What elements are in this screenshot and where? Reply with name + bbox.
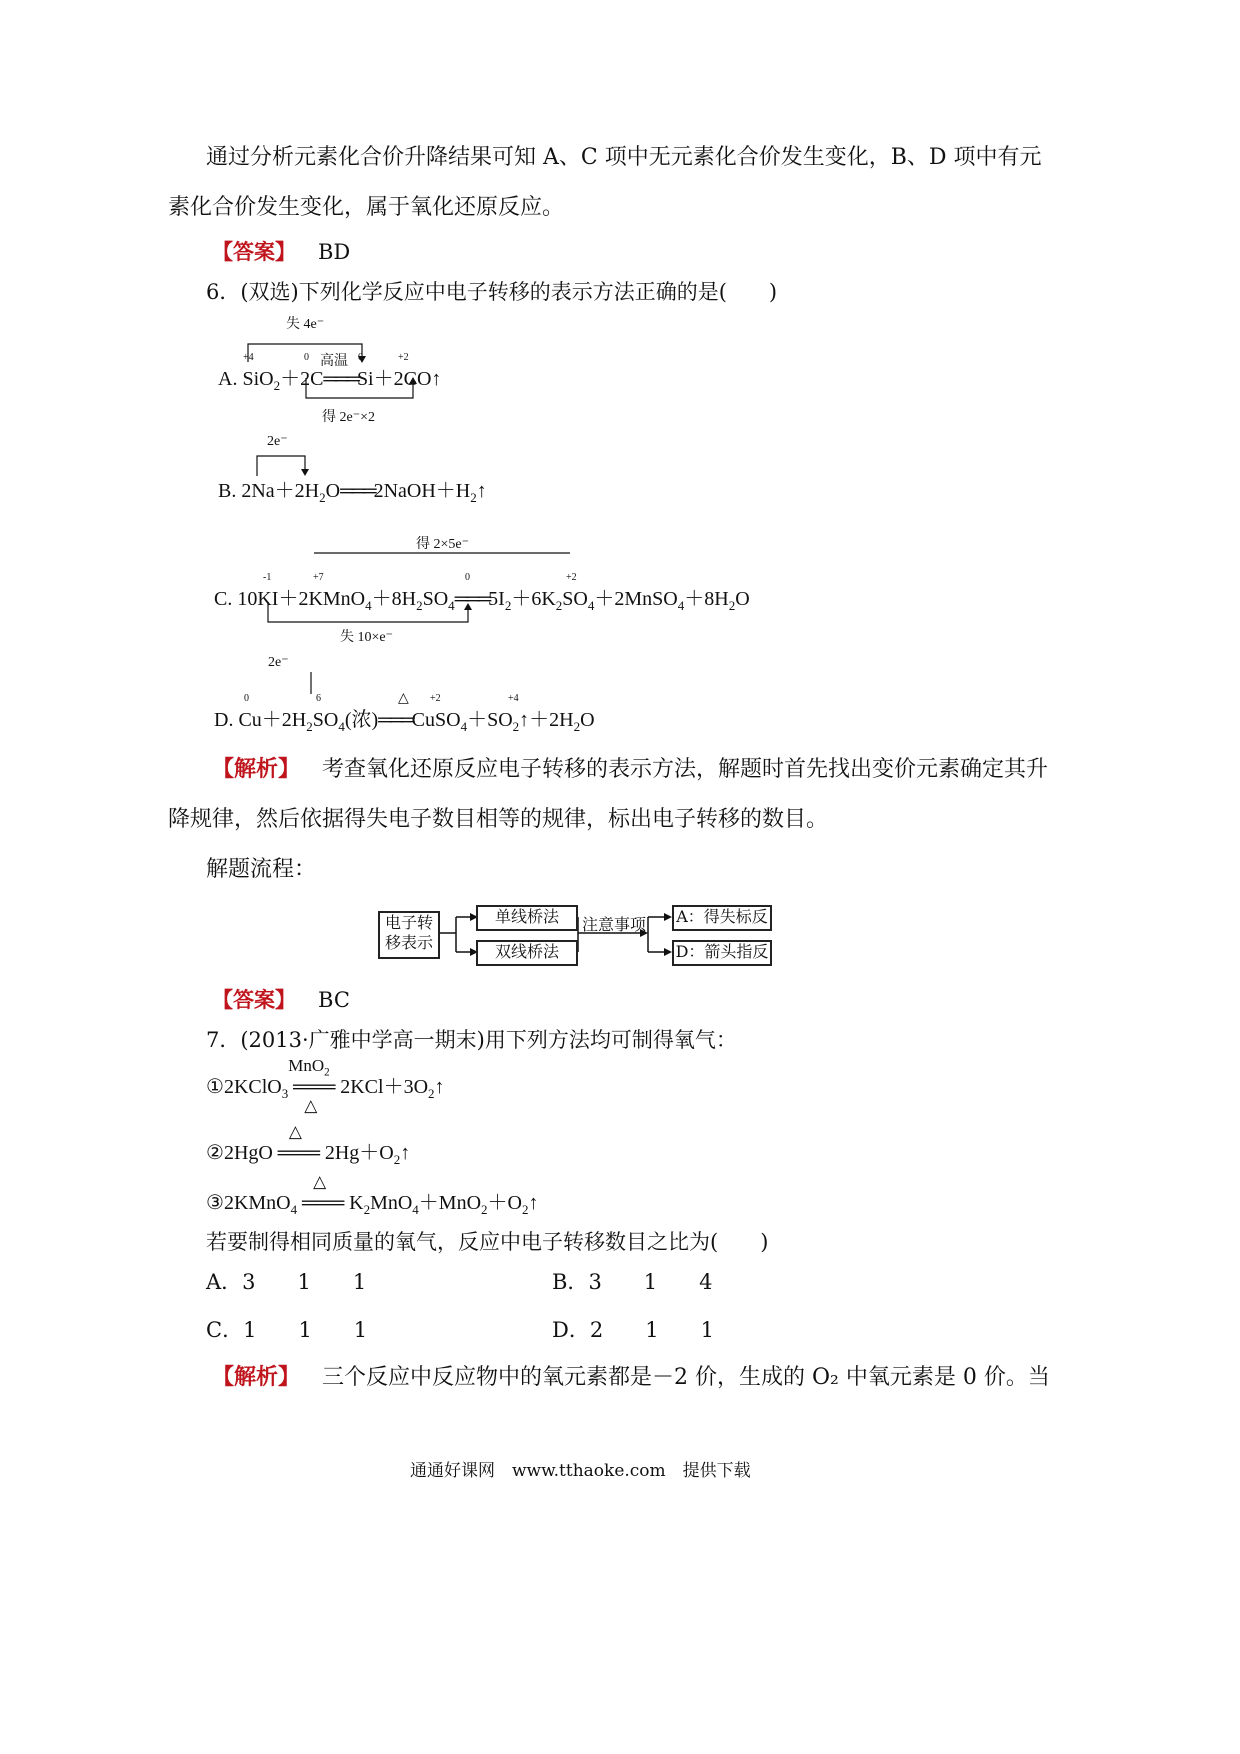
option-d	[552, 1314, 714, 1344]
option-b-label: B.	[218, 480, 242, 502]
option-values: 2 1 1	[589, 1318, 714, 1342]
option-d-condition: △	[398, 691, 409, 706]
option-values: 1 1 1	[243, 1318, 368, 1342]
option-c-label: C.	[214, 588, 238, 610]
reaction-2-number: ②	[206, 1142, 224, 1164]
option-d-equation: D. $Cu+2H_2SO_4$(浓)$═══CuSO_4+SO_2↑+2H_2O$	[214, 709, 595, 734]
option-d-ox-cu2: +2	[430, 693, 441, 704]
option-a-ox-si: +4	[243, 352, 254, 363]
option-c-equation: C. $10KI+2KMnO_4+8H_2SO_4═══5I_2+6K_2SO_4+2MnSO_4+8H_2O$	[214, 588, 750, 613]
option-label: B．	[552, 1270, 589, 1294]
option-c-gain-label: 得 2×5e⁻	[416, 537, 469, 552]
answer-tag: 【答案】	[212, 987, 296, 1012]
flow-start-line-2: 移表示	[384, 933, 433, 952]
option-a-ox-c2: +2	[398, 352, 409, 363]
answer-1	[212, 236, 350, 266]
option-b	[552, 1266, 713, 1296]
option-label: A．	[206, 1270, 243, 1294]
flow-option-a: A：得失标反	[672, 905, 772, 931]
reaction-1: ①2KClO$_3$ MnO$_2$ ═══ △ $2KCl+3O_2↑$	[206, 1056, 445, 1115]
analysis-tag: 【解析】	[212, 1364, 301, 1390]
option-values: 3 1 1	[242, 1270, 367, 1294]
reaction-3-number: ③	[206, 1192, 224, 1214]
flow-single-bridge: 单线桥法	[476, 905, 578, 931]
answer-value: BD	[318, 240, 351, 264]
option-b-transfer-label: 2e⁻	[267, 434, 288, 449]
footer-text: 通通好课网 www.tthaoke.com 提供下载	[410, 1461, 751, 1481]
question-6-stem: 6．(双选)下列化学反应中电子转移的表示方法正确的是( )	[206, 280, 778, 304]
question-7-stem: 7．(2013·广雅中学高一期末)用下列方法均可制得氧气：	[206, 1028, 737, 1052]
option-d-transfer-label: 2e⁻	[268, 655, 289, 670]
option-c-ox-mn: +7	[313, 572, 324, 583]
option-a	[206, 1266, 366, 1296]
analysis-1-line-1	[212, 752, 1048, 783]
option-d-label: D.	[214, 709, 239, 731]
option-c-lose-label: 失 10×e⁻	[340, 630, 393, 645]
intro-line-2: 素化合价发生变化，属于氧化还原反应。	[168, 195, 565, 220]
option-c-ox-i2: 0	[465, 572, 470, 583]
answer-value: BC	[318, 988, 350, 1012]
flow-note: 注意事项	[582, 915, 647, 934]
option-a-ox-si2: 0	[358, 352, 363, 363]
flow-double-bridge: 双线桥法	[476, 940, 578, 966]
option-c	[206, 1314, 367, 1344]
option-a-condition: 高温	[320, 354, 348, 369]
flow-start-line-1: 电子转	[384, 913, 433, 932]
flow-start-box	[378, 911, 440, 959]
option-d-ox-s2: +4	[508, 693, 519, 704]
flow-option-d: D：箭头指反	[672, 940, 772, 966]
analysis-2-text: 三个反应中反应物中的氧元素都是－2 价，生成的 O₂ 中氧元素是 0 价。当	[322, 1365, 1050, 1390]
option-b-equation: B. $2Na+2H_2O═══2NaOH+H_2↑$	[218, 480, 487, 505]
analysis-tag: 【解析】	[212, 756, 301, 782]
option-d-concentrated: (浓)	[344, 709, 379, 731]
answer-tag: 【答案】	[212, 239, 296, 264]
reaction-1-heat: △	[304, 1096, 318, 1115]
reaction-2-heat: △	[288, 1122, 302, 1141]
question-7-prompt: 若要制得相同质量的氧气，反应中电子转移数目之比为( )	[206, 1230, 769, 1254]
flow-title: 解题流程：	[206, 857, 317, 882]
reaction-3: ③2KMnO$_4$ △ ═══ $K_2MnO_4+MnO_2+O_2↑$	[206, 1172, 539, 1217]
option-values: 3 1 4	[588, 1270, 713, 1294]
analysis-1-text: 考查氧化还原反应电子转移的表示方法，解题时首先找出变价元素确定其升	[322, 757, 1049, 782]
option-a-ox-c: 0	[304, 352, 309, 363]
reaction-1-number: ①	[206, 1076, 224, 1098]
reaction-1-catalyst: MnO	[288, 1056, 325, 1075]
analysis-1-line-2: 降规律，然后依据得失电子数目相等的规律，标出电子转移的数目。	[168, 807, 829, 832]
option-a-label: A.	[218, 368, 243, 390]
option-d-bridge-line	[306, 672, 316, 696]
option-d-ox-s: 6	[316, 693, 321, 704]
reaction-3-heat: △	[313, 1172, 327, 1191]
option-label: D．	[552, 1318, 590, 1342]
option-label: C．	[206, 1318, 244, 1342]
answer-2	[212, 984, 350, 1014]
option-a-equation: A. SiO$_2$＋2C═══Si＋2CO↑	[218, 368, 442, 393]
option-c-ox-i: -1	[263, 572, 272, 583]
reaction-2: ②2HgO △ ═══ $2Hg+O_2↑$	[206, 1122, 411, 1167]
option-a-gain-label: 得 2e⁻×2	[322, 410, 375, 425]
option-d-ox-cu: 0	[244, 693, 249, 704]
option-c-ox-mn2: +2	[566, 572, 577, 583]
intro-line-1: 通过分析元素化合价升降结果可知 A、C 项中无元素化合价发生变化，B、D 项中有元	[206, 145, 1042, 170]
analysis-2	[212, 1360, 1050, 1391]
option-a-lose-label: 失 4e⁻	[286, 317, 325, 332]
